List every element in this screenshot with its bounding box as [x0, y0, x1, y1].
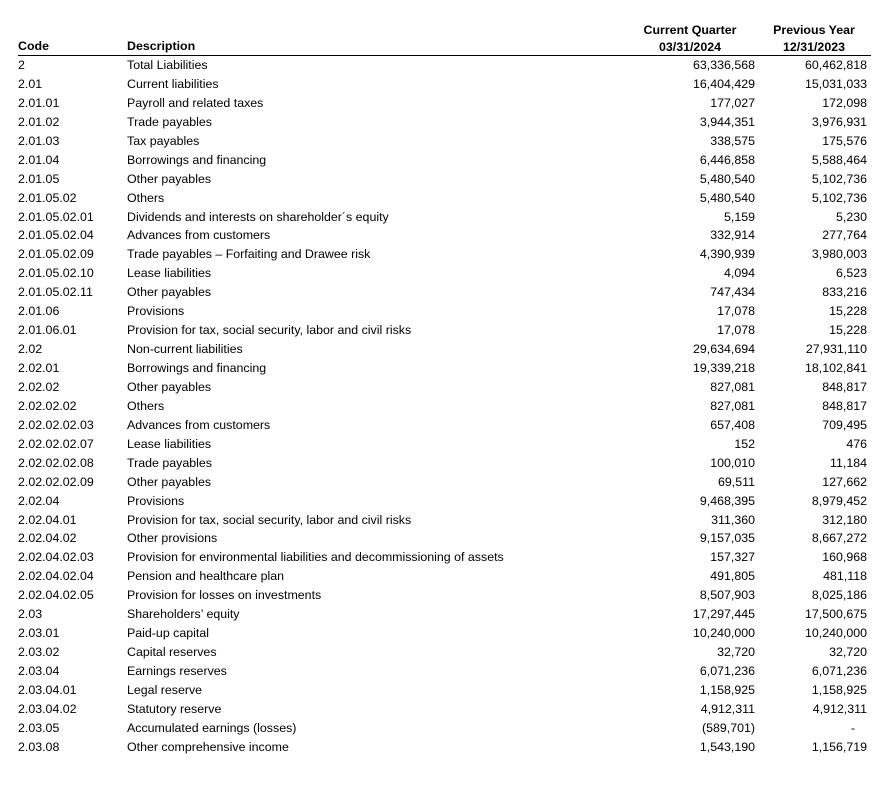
- row-previous-year: 312,180: [822, 512, 867, 527]
- row-code: 2.02: [18, 342, 43, 357]
- row-description: Lease liabilities: [127, 436, 212, 451]
- row-code: 2.03.04.02: [18, 701, 77, 716]
- row-current-quarter: 338,575: [710, 133, 755, 148]
- row-description: Provision for environmental liabilities and decommissioning of assets: [127, 550, 504, 565]
- header-code: Code: [18, 39, 49, 53]
- row-description: Others: [127, 190, 165, 205]
- table-row: [18, 113, 867, 132]
- row-code: 2.01.05: [18, 171, 60, 186]
- row-current-quarter: 19,339,218: [692, 361, 755, 375]
- row-current-quarter: 1,158,925: [699, 682, 755, 697]
- row-previous-year: 160,968: [822, 550, 867, 565]
- table-row: [18, 586, 867, 605]
- table-row: [18, 226, 867, 245]
- table-row: [18, 529, 867, 548]
- row-previous-year: 3,980,003: [811, 247, 867, 262]
- liabilities-table-body: [18, 56, 867, 757]
- table-row: [18, 492, 867, 511]
- table-row: [18, 189, 867, 208]
- row-current-quarter: 9,157,035: [699, 531, 755, 546]
- row-code: 2.03.04: [18, 664, 60, 678]
- row-previous-year: 175,576: [822, 133, 867, 148]
- row-code: 2.02.02.02.08: [18, 455, 94, 470]
- row-description: Other payables: [127, 285, 212, 300]
- row-current-quarter: 827,081: [710, 379, 755, 394]
- table-row: [18, 435, 867, 454]
- row-code: 2.01.06: [18, 304, 60, 319]
- table-row: [18, 321, 867, 340]
- row-current-quarter: 8,507,903: [699, 588, 755, 603]
- table-row: [18, 283, 867, 302]
- table-row: [18, 151, 867, 170]
- row-current-quarter: 5,159: [723, 209, 755, 224]
- row-previous-year: 481,118: [823, 569, 867, 584]
- row-current-quarter: 491,805: [710, 569, 755, 584]
- row-current-quarter: 157,327: [710, 550, 755, 565]
- header-previous-year-date: 12/31/2023: [782, 40, 845, 54]
- row-current-quarter: 4,390,939: [699, 247, 755, 262]
- row-previous-year: 11,184: [830, 455, 867, 470]
- row-code: 2.03.05: [18, 720, 60, 735]
- table-row: [18, 56, 867, 75]
- liabilities-table: [18, 56, 867, 757]
- row-code: 2.02.01: [18, 361, 60, 375]
- row-description: Payroll and related taxes: [127, 95, 264, 110]
- header-description: Description: [127, 39, 196, 53]
- row-code: 2.01.05.02: [18, 190, 77, 205]
- row-current-quarter: 100,010: [710, 455, 755, 470]
- row-code: 2.03.01: [18, 626, 60, 641]
- row-current-quarter: 10,240,000: [692, 626, 755, 641]
- row-current-quarter: 16,404,429: [692, 76, 755, 91]
- row-previous-year: -: [850, 720, 855, 735]
- table-row: [18, 170, 867, 189]
- row-current-quarter: 4,094: [723, 266, 755, 281]
- row-description: Other comprehensive income: [127, 739, 289, 754]
- row-description: Current liabilities: [127, 76, 219, 91]
- row-description: Lease liabilities: [127, 266, 212, 281]
- table-row: [18, 662, 867, 681]
- table-row: [18, 245, 867, 264]
- row-description: Capital reserves: [127, 645, 217, 660]
- row-current-quarter: 9,468,395: [699, 493, 755, 508]
- row-previous-year: 8,979,452: [811, 493, 867, 508]
- header-current-quarter: [625, 22, 755, 56]
- row-current-quarter: 657,408: [710, 417, 755, 432]
- row-current-quarter: (589,701): [701, 720, 755, 735]
- table-row: [18, 605, 867, 624]
- row-code: 2.02.04.01: [18, 512, 77, 527]
- row-previous-year: 848,817: [822, 379, 867, 394]
- row-current-quarter: 332,914: [710, 228, 755, 243]
- row-code: 2.01.05.02.10: [18, 266, 94, 281]
- table-row: [18, 264, 867, 283]
- row-previous-year: 4,912,311: [812, 701, 867, 716]
- row-description: Trade payables: [127, 455, 212, 470]
- row-previous-year: 18,102,841: [804, 361, 867, 375]
- row-previous-year: 3,976,931: [811, 114, 867, 129]
- row-previous-year: 848,817: [822, 398, 867, 413]
- row-code: 2.02.04.02.05: [18, 588, 94, 603]
- table-row: [18, 624, 867, 643]
- table-row: [18, 94, 867, 113]
- row-description: Pension and healthcare plan: [127, 569, 285, 584]
- row-code: 2.02.02: [18, 379, 60, 394]
- row-description: Others: [127, 398, 165, 413]
- row-previous-year: 15,228: [829, 304, 867, 319]
- row-current-quarter: 17,078: [717, 304, 755, 319]
- row-code: 2.01.05.02.09: [18, 247, 94, 262]
- row-current-quarter: 4,912,311: [700, 701, 755, 716]
- row-description: Provisions: [127, 493, 185, 508]
- row-description: Provision for losses on investments: [127, 588, 322, 603]
- row-previous-year: 1,158,925: [811, 682, 867, 697]
- row-current-quarter: 63,336,568: [692, 58, 755, 72]
- row-description: Other provisions: [127, 531, 218, 546]
- row-description: Shareholders’ equity: [127, 607, 240, 622]
- row-previous-year: 5,102,736: [811, 190, 867, 205]
- row-previous-year: 60,462,818: [804, 58, 867, 72]
- row-previous-year: 8,667,272: [811, 531, 867, 546]
- row-description: Total Liabilities: [127, 58, 208, 72]
- row-description: Earnings reserves: [127, 664, 227, 678]
- row-code: 2.01.03: [18, 133, 60, 148]
- row-code: 2.03.02: [18, 645, 60, 660]
- row-current-quarter: 5,480,540: [699, 171, 755, 186]
- table-row: [18, 473, 867, 492]
- row-description: Accumulated earnings (losses): [127, 720, 297, 735]
- row-code: 2.02.04.02.03: [18, 550, 94, 565]
- table-row: [18, 302, 867, 321]
- row-description: Other payables: [127, 171, 212, 186]
- table-row: [18, 208, 867, 227]
- row-code: 2.01.05.02.01: [18, 209, 94, 224]
- row-description: Advances from customers: [127, 417, 271, 432]
- table-row: [18, 132, 867, 151]
- row-code: 2.01.06.01: [18, 323, 77, 338]
- header-current-quarter-date: 03/31/2024: [658, 40, 721, 54]
- row-current-quarter: 747,434: [710, 285, 755, 300]
- row-previous-year: 32,720: [829, 645, 867, 660]
- row-code: 2.01.04: [18, 152, 60, 167]
- row-code: 2.01: [18, 76, 43, 91]
- row-description: Borrowings and financing: [127, 361, 267, 375]
- row-previous-year: 15,228: [829, 323, 867, 338]
- row-description: Legal reserve: [127, 682, 203, 697]
- row-description: Provision for tax, social security, labor and civil risks: [127, 512, 412, 527]
- row-current-quarter: 32,720: [717, 645, 755, 660]
- table-row: [18, 567, 867, 586]
- row-description: Paid-up capital: [127, 626, 209, 641]
- row-description: Other payables: [127, 379, 212, 394]
- table-row: [18, 719, 867, 738]
- row-current-quarter: 152: [734, 436, 755, 451]
- row-current-quarter: 17,078: [717, 323, 755, 338]
- row-code: 2.01.05.02.11: [18, 285, 93, 300]
- row-current-quarter: 29,634,694: [692, 342, 755, 357]
- table-row: [18, 738, 867, 757]
- row-code: 2.01.05.02.04: [18, 228, 94, 243]
- row-description: Trade payables: [127, 114, 212, 129]
- row-description: Other payables: [127, 474, 212, 489]
- row-previous-year: 6,523: [835, 266, 867, 281]
- row-current-quarter: 5,480,540: [699, 190, 755, 205]
- header-previous-year-label: Previous Year: [773, 23, 855, 37]
- table-row: [18, 511, 867, 530]
- row-previous-year: 5,588,464: [811, 152, 867, 167]
- table-row: [18, 359, 867, 378]
- row-current-quarter: 1,543,190: [699, 739, 755, 754]
- row-current-quarter: 827,081: [710, 398, 755, 413]
- row-description: Borrowings and financing: [127, 152, 267, 167]
- row-previous-year: 833,216: [822, 285, 867, 300]
- row-code: 2.01.01: [18, 95, 60, 110]
- row-previous-year: 15,031,033: [804, 76, 867, 91]
- row-previous-year: 5,102,736: [811, 171, 867, 186]
- table-row: [18, 643, 867, 662]
- row-description: Trade payables – Forfaiting and Drawee risk: [127, 247, 371, 262]
- row-code: 2: [18, 58, 25, 72]
- row-current-quarter: 6,446,858: [699, 152, 755, 167]
- table-row: [18, 75, 867, 94]
- row-previous-year: 27,931,110: [805, 342, 867, 357]
- table-row: [18, 548, 867, 567]
- row-previous-year: 5,230: [835, 209, 867, 224]
- row-current-quarter: 17,297,445: [692, 607, 755, 622]
- row-description: Non-current liabilities: [127, 342, 243, 357]
- row-description: Provision for tax, social security, labor and civil risks: [127, 323, 412, 338]
- row-code: 2.03.04.01: [18, 682, 77, 697]
- row-previous-year: 172,098: [822, 95, 867, 110]
- row-description: Provisions: [127, 304, 185, 319]
- row-description: Dividends and interests on shareholder´s equity: [127, 209, 389, 224]
- row-code: 2.03: [18, 607, 43, 622]
- table-row: [18, 681, 867, 700]
- row-previous-year: 8,025,186: [811, 588, 867, 603]
- row-previous-year: 10,240,000: [804, 626, 867, 641]
- header-current-quarter-label: Current Quarter: [643, 23, 737, 37]
- row-current-quarter: 177,027: [710, 95, 755, 110]
- row-current-quarter: 6,071,236: [699, 664, 755, 678]
- header-previous-year: [759, 22, 869, 56]
- row-code: 2.02.02.02.07: [18, 436, 94, 451]
- row-description: Advances from customers: [127, 228, 271, 243]
- row-code: 2.02.04.02.04: [18, 569, 94, 584]
- row-current-quarter: 69,511: [718, 474, 755, 489]
- row-current-quarter: 311,360: [711, 512, 755, 527]
- row-previous-year: 17,500,675: [804, 607, 867, 622]
- row-code: 2.02.02.02.03: [18, 417, 94, 432]
- row-previous-year: 277,764: [822, 228, 867, 243]
- row-current-quarter: 3,944,351: [699, 114, 755, 129]
- row-description: Statutory reserve: [127, 701, 222, 716]
- table-row: [18, 700, 867, 719]
- table-row: [18, 416, 867, 435]
- row-code: 2.03.08: [18, 739, 60, 754]
- row-code: 2.02.02.02.09: [18, 474, 94, 489]
- row-description: Tax payables: [127, 133, 200, 148]
- row-code: 2.02.04.02: [18, 531, 77, 546]
- table-row: [18, 397, 867, 416]
- table-row: [18, 454, 867, 473]
- row-previous-year: 127,662: [822, 474, 867, 489]
- row-previous-year: 709,495: [822, 417, 867, 432]
- row-code: 2.01.02: [18, 114, 60, 129]
- row-code: 2.02.04: [18, 493, 60, 508]
- table-row: [18, 378, 867, 397]
- row-previous-year: 1,156,719: [811, 739, 867, 754]
- table-header: [18, 22, 871, 56]
- row-previous-year: 476: [846, 436, 867, 451]
- row-previous-year: 6,071,236: [811, 664, 867, 678]
- table-row: [18, 340, 867, 359]
- row-code: 2.02.02.02: [18, 398, 77, 413]
